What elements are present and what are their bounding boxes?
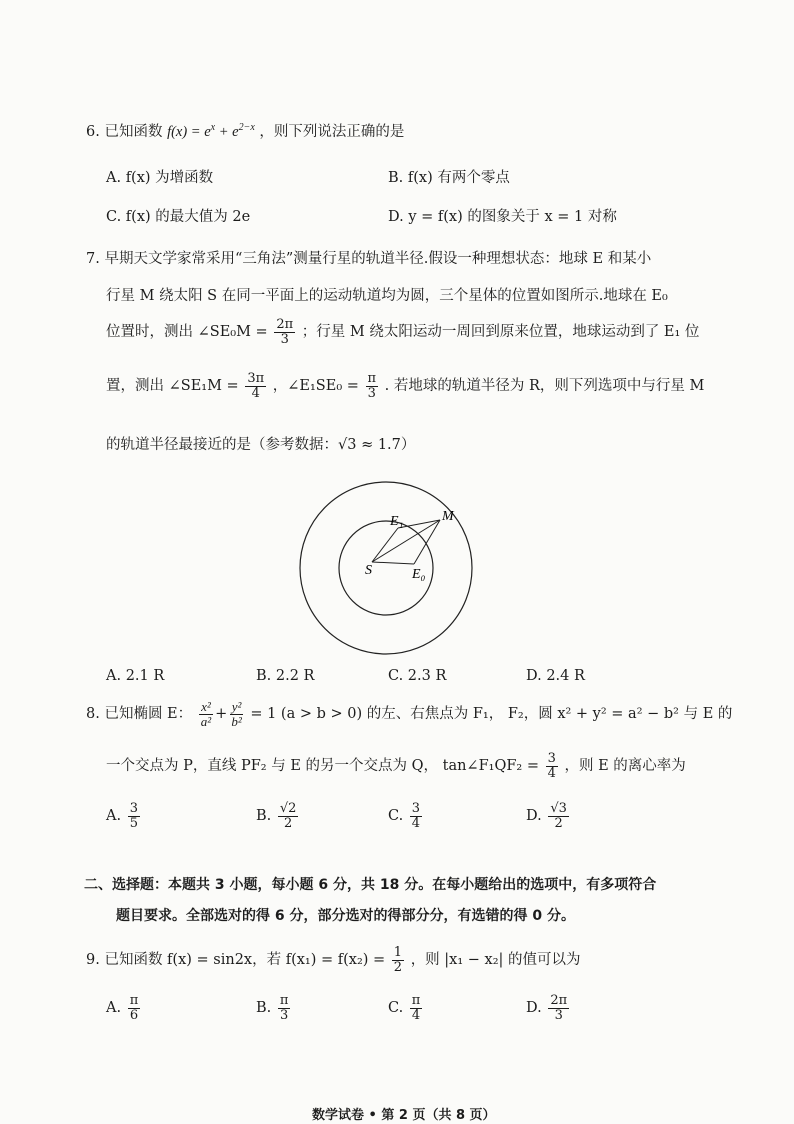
- section-2-heading: 二、选择题：本题共 3 小题，每小题 6 分，共 18 分。在每小题给出的选项中，有多项符合: [84, 877, 657, 893]
- q9-stem: [86, 946, 581, 974]
- q7-frac1-den: 3: [280, 331, 289, 347]
- q9-option-b: [256, 994, 292, 1022]
- q8-frac-tan-num: 3: [547, 751, 556, 766]
- q8-frac-x-num: x²: [201, 699, 211, 714]
- q9-option-c-num: π: [411, 993, 421, 1008]
- q7-frac2: [245, 372, 266, 400]
- q8-l2a: 一个交点为 P，直线 PF₂ 与 E 的另一个交点为 Q， tan∠F₁QF₂ =: [106, 758, 539, 775]
- q8-option-c: [388, 802, 424, 830]
- q7-line4a: 置，测出 ∠SE₁M =: [106, 378, 239, 395]
- q9-number: 9.: [86, 952, 100, 969]
- q8-frac-tan: [546, 752, 558, 780]
- q7-line1: [86, 247, 651, 268]
- orbit-diagram: [290, 470, 500, 660]
- q8-option-b-frac: [278, 802, 299, 830]
- q9-option-a: [106, 994, 142, 1022]
- q7-frac3-num: π: [367, 371, 377, 386]
- q7-frac1: [274, 318, 295, 346]
- q9-option-a-label: A.: [106, 1000, 122, 1017]
- q8-frac-x: [199, 700, 213, 728]
- q6-option-a: A. f(x) 为增函数: [106, 170, 214, 186]
- q6-option-d: D. y = f(x) 的图象关于 x = 1 对称: [388, 209, 617, 225]
- q9-option-b-label: B.: [256, 1000, 272, 1017]
- q8-option-d-num: √3: [550, 801, 567, 816]
- q8-frac-y-num: y²: [231, 699, 242, 714]
- q8-option-d-label: D.: [526, 808, 542, 825]
- q7-line5: 的轨道半径最接近的是（参考数据：√3 ≈ 1.7）: [106, 437, 416, 453]
- q7-frac2-num: 3π: [247, 371, 265, 386]
- page-footer: 数学试卷 • 第 2 页（共 8 页）: [312, 1108, 496, 1123]
- q8-option-d-den: 2: [554, 815, 563, 831]
- q7-option-a: A. 2.1 R: [106, 668, 165, 684]
- q7-line1-text: 早期天文学家常采用“三角法”测量行星的轨道半径.假设一种理想状态：地球 E 和某小: [104, 251, 652, 267]
- q6-stem-a: 已知函数: [104, 124, 163, 140]
- q8-frac-y-den: b²: [231, 713, 242, 729]
- q9-option-c-label: C.: [388, 1000, 404, 1017]
- q7-option-d: D. 2.4 R: [526, 668, 585, 684]
- q7-line3b: ；行星 M 绕太阳运动一周回到原来位置，地球运动到了 E₁ 位: [301, 324, 700, 341]
- label-E1: E₁: [390, 514, 404, 529]
- q6-stem: [86, 120, 404, 141]
- q8-option-d: [526, 802, 571, 830]
- q7-line4b: ，∠E₁SE₀ =: [272, 378, 359, 395]
- q9-option-a-den: 6: [129, 1007, 139, 1023]
- q8-option-a-frac: [128, 802, 140, 830]
- q7-frac1-num: 2π: [276, 317, 294, 332]
- q8-l2b: ，则 E 的离心率为: [564, 758, 686, 775]
- q9-option-b-num: π: [279, 993, 289, 1008]
- q6-plus: + e: [215, 124, 239, 140]
- q9-frac-half-den: 2: [393, 959, 403, 975]
- q8-option-b-label: B.: [256, 808, 272, 825]
- q9-option-d-frac: [548, 994, 569, 1022]
- line-E0-M: [414, 520, 440, 564]
- line-S-E1: [372, 528, 398, 562]
- q7-line3a: 位置时，测出 ∠SE₀M =: [106, 324, 268, 341]
- q8-option-b-den: 2: [284, 815, 293, 831]
- q7-line4c: . 若地球的轨道半径为 R，则下列选项中与行星 M: [384, 378, 705, 395]
- q9-option-d-den: 3: [554, 1007, 563, 1023]
- q6-number: 6.: [86, 124, 100, 140]
- q9-option-d-label: D.: [526, 1000, 542, 1017]
- q8-option-d-frac: [548, 802, 569, 830]
- section-2-heading-line2: 题目要求。全部选对的得 6 分，部分选对的得部分分，有选错的得 0 分。: [116, 908, 575, 924]
- q7-option-c: C. 2.3 R: [388, 668, 447, 684]
- q6-sup2: 2−x: [238, 122, 255, 134]
- q9-option-d-num: 2π: [550, 993, 568, 1008]
- q8-option-c-label: C.: [388, 808, 404, 825]
- q8-plus: +: [215, 706, 228, 723]
- q7-line3: [106, 318, 699, 346]
- q6-sup1: x: [210, 122, 216, 134]
- q8-s2: = 1 (a > b > 0) 的左、右焦点为 F₁， F₂，圆 x² + y² = a² − b² 与 E 的: [250, 706, 733, 723]
- q8-option-c-frac: [410, 802, 422, 830]
- q8-line1: [86, 700, 732, 728]
- q9-option-c-den: 4: [411, 1007, 421, 1023]
- q8-option-b: [256, 802, 300, 830]
- q9-option-a-num: π: [129, 993, 139, 1008]
- q8-frac-tan-den: 4: [547, 765, 556, 781]
- q9-frac-half-num: 1: [393, 945, 403, 960]
- q7-line4: [106, 372, 704, 400]
- q8-option-a-num: 3: [129, 801, 138, 816]
- q9-option-b-den: 3: [280, 1007, 289, 1023]
- q8-line2: [106, 752, 686, 780]
- q6-stem-b: ，则下列说法正确的是: [259, 124, 405, 140]
- q9-option-b-frac: [278, 994, 291, 1022]
- q9-option-c: [388, 994, 424, 1022]
- label-E0: E₀: [412, 567, 426, 582]
- q8-frac-x-den: a²: [200, 713, 212, 729]
- q9-option-a-frac: [128, 994, 141, 1022]
- q8-option-b-num: √2: [279, 801, 297, 816]
- q8-option-a-den: 5: [129, 815, 138, 831]
- q7-frac3-den: 3: [367, 385, 376, 401]
- q8-option-c-den: 4: [411, 815, 421, 831]
- q8-number: 8.: [86, 706, 100, 723]
- q8-frac-y: [229, 700, 243, 728]
- q7-option-b: B. 2.2 R: [256, 668, 315, 684]
- q8-option-c-num: 3: [411, 801, 421, 816]
- label-S: S: [365, 563, 372, 578]
- q9-s1: 已知函数 f(x) = sin2x，若 f(x₁) = f(x₂) =: [104, 952, 386, 969]
- q8-option-a: [106, 802, 142, 830]
- q7-line2: 行星 M 绕太阳 S 在同一平面上的运动轨道均为圆，三个星体的位置如图所示.地球在 E₀: [106, 288, 668, 304]
- q9-frac-half: [392, 946, 404, 974]
- q7-frac2-den: 4: [251, 385, 260, 401]
- q8-option-a-label: A.: [106, 808, 122, 825]
- q6-fx: f(x) = e: [167, 124, 211, 140]
- line-S-E0: [372, 562, 414, 564]
- q9-s2: ，则 |x₁ − x₂| 的值可以为: [410, 952, 581, 969]
- q8-s1: 已知椭圆 E：: [104, 706, 193, 723]
- label-M: M: [442, 509, 454, 524]
- q7-frac3: [366, 372, 379, 400]
- q7-number: 7.: [86, 251, 100, 267]
- outer-orbit: [300, 482, 472, 654]
- q9-option-d: [526, 994, 571, 1022]
- q6-option-c: C. f(x) 的最大值为 2e: [106, 209, 251, 225]
- q9-option-c-frac: [410, 994, 423, 1022]
- q6-option-b: B. f(x) 有两个零点: [388, 170, 510, 186]
